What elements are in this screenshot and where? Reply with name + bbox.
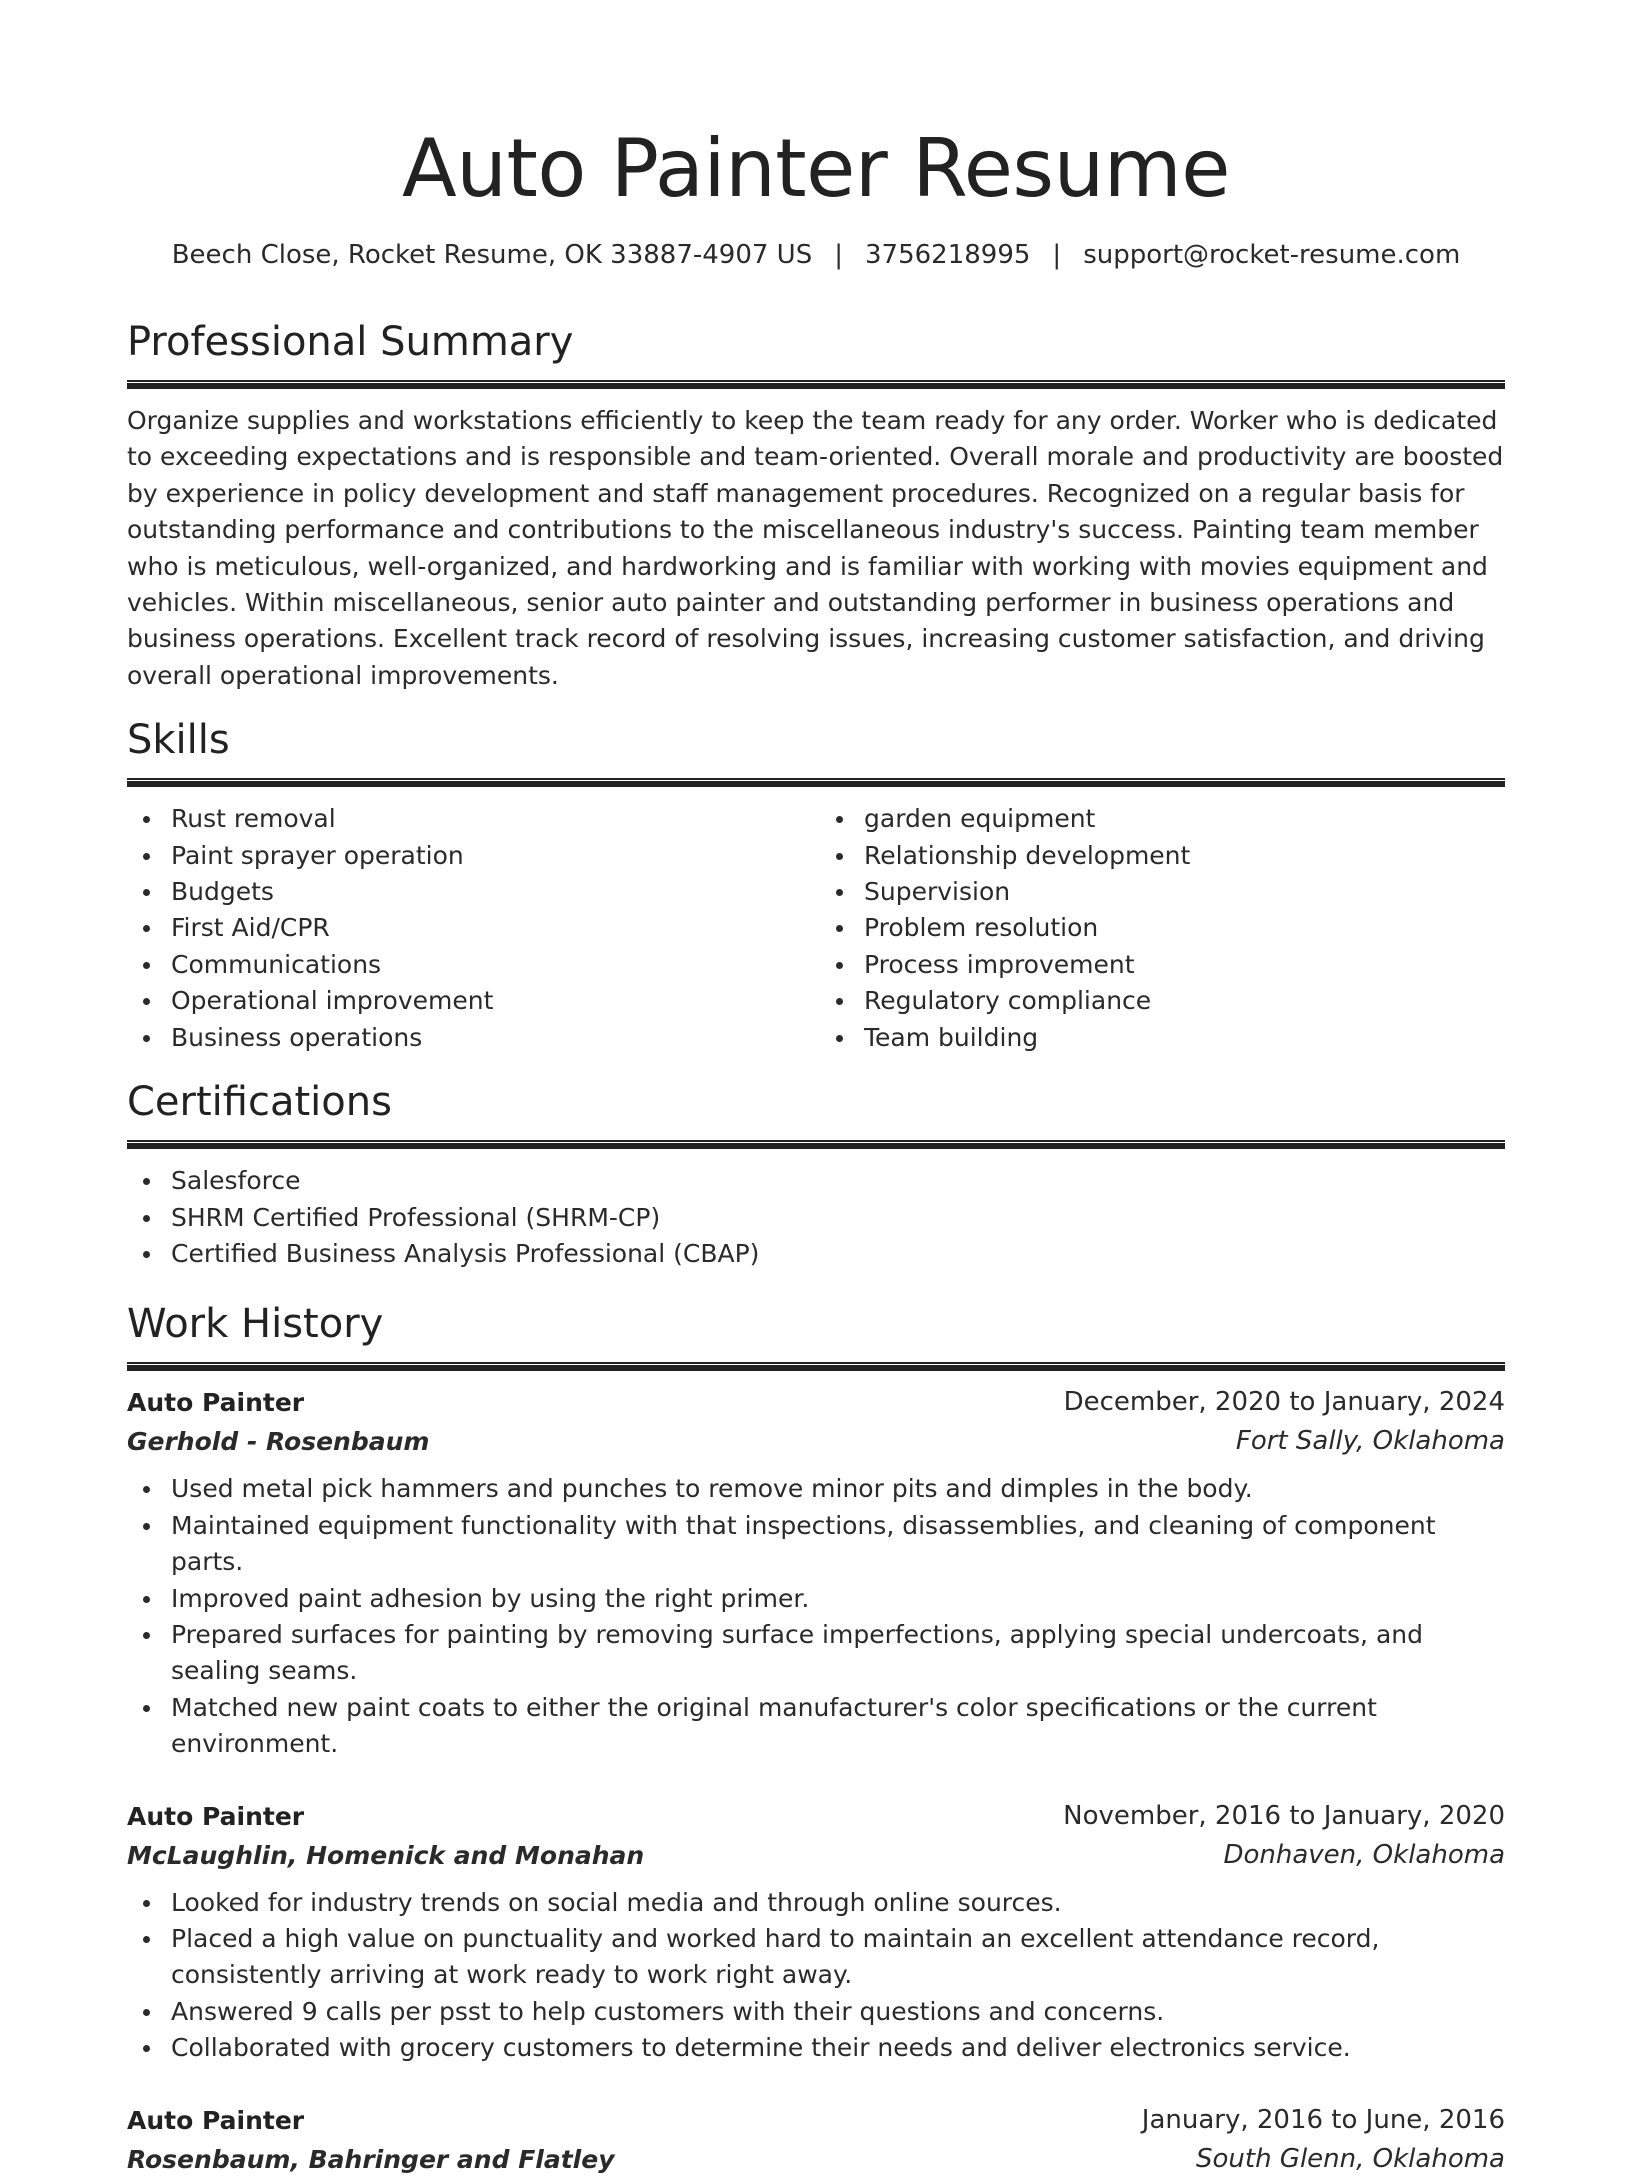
certification-item: SHRM Certified Professional (SHRM-CP)	[127, 1200, 1505, 1236]
job-duty: Looked for industry trends on social media and through online sources.	[127, 1885, 1505, 1921]
job-title: Auto Painter	[127, 1801, 305, 1831]
skill-item: Paint sprayer operation	[127, 838, 816, 874]
job-location: South Glenn, Oklahoma	[1195, 2143, 1505, 2174]
job-title: Auto Painter	[127, 1388, 305, 1418]
skill-item: Communications	[127, 947, 816, 983]
resume-title: Auto Painter Resume	[402, 122, 1230, 215]
section-divider	[127, 1140, 1505, 1149]
job-dates: January, 2016 to June, 2016	[1141, 2104, 1505, 2135]
job-company-row	[127, 2140, 1505, 2179]
job-dates: November, 2016 to January, 2020	[1063, 1800, 1505, 1831]
job-duty: Prepared surfaces for painting by removing surface imperfections, applying special undercoats, and sealing seams.	[127, 1617, 1505, 1690]
contact-line	[127, 238, 1505, 272]
job-location: Fort Sally, Oklahoma	[1235, 1426, 1505, 1457]
job-duty: Collaborated with grocery customers to determine their needs and deliver electronics service.	[127, 2030, 1505, 2066]
section-heading-certifications: Certifications	[127, 1079, 392, 1126]
skill-item: Team building	[820, 1020, 1505, 1056]
skill-item: First Aid/CPR	[127, 910, 816, 946]
job-company: Rosenbaum, Bahringer and Flatley	[127, 2144, 615, 2174]
skill-item: Relationship development	[820, 838, 1505, 874]
skill-item: Supervision	[820, 874, 1505, 910]
section-heading-work-history: Work History	[127, 1301, 384, 1348]
job-dates: December, 2020 to January, 2024	[1063, 1387, 1505, 1418]
summary-section	[127, 316, 1505, 694]
job-duties-list	[127, 1471, 1505, 1762]
job-location: Donhaven, Oklahoma	[1223, 1839, 1505, 1870]
job-header-row	[127, 1797, 1505, 1836]
skills-list-right	[816, 801, 1505, 1056]
contact-address: Beech Close, Rocket Resume, OK 33887-4907 US	[171, 240, 813, 270]
job-duty: Matched new paint coats to either the original manufacturer's color specifications or the current environment.	[127, 1690, 1505, 1763]
job-header-row	[127, 2101, 1505, 2140]
skill-item: Rust removal	[127, 801, 816, 837]
contact-email: support@rocket-resume.com	[1083, 240, 1461, 270]
contact-phone: 3756218995	[865, 240, 1031, 270]
section-divider	[127, 380, 1505, 389]
certification-item: Salesforce	[127, 1163, 1505, 1199]
job-entry	[127, 2101, 1505, 2179]
summary-text: Organize supplies and workstations efficiently to keep the team ready for any order. Worker who is dedicated to exceeding expectations and is responsible and team-oriented. Overall morale and productivity are boosted by experience in policy development and staff management procedures. Recognized on a regular basis for outstanding performance and contributions to the miscellaneous industry's success. Painting team member who is meticulous, well-organized, and hardworking and is familiar with working with movies equipment and vehicles. Within miscellaneous, senior auto painter and outstanding performer in business operations and business operations. Excellent track record of resolving issues, increasing customer satisfaction, and driving overall operational improvements.	[127, 406, 1504, 690]
work-history-section	[127, 1298, 1505, 2178]
skill-item: Regulatory compliance	[820, 983, 1505, 1019]
contact-separator: |	[1052, 240, 1062, 270]
skill-item: Operational improvement	[127, 983, 816, 1019]
skills-columns	[127, 801, 1505, 1056]
skill-item: garden equipment	[820, 801, 1505, 837]
contact-separator: |	[834, 240, 843, 270]
skill-item: Problem resolution	[820, 910, 1505, 946]
skills-section	[127, 714, 1505, 1056]
job-duty: Answered 9 calls per psst to help customers with their questions and concerns.	[127, 1994, 1505, 2030]
skill-item: Business operations	[127, 1020, 816, 1056]
job-entry	[127, 1383, 1505, 1762]
section-divider	[127, 778, 1505, 787]
section-heading-skills: Skills	[127, 717, 230, 764]
job-header-row	[127, 1383, 1505, 1422]
skill-item: Process improvement	[820, 947, 1505, 983]
section-heading-summary: Professional Summary	[127, 319, 574, 365]
job-entry	[127, 1797, 1505, 2067]
job-duty: Placed a high value on punctuality and worked hard to maintain an excellent attendance record, consistently arriving at work ready to work right away.	[127, 1921, 1505, 1994]
skill-item: Budgets	[127, 874, 816, 910]
certifications-list	[127, 1163, 1505, 1272]
section-divider	[127, 1362, 1505, 1371]
job-company: Gerhold - Rosenbaum	[127, 1427, 430, 1457]
job-duty: Used metal pick hammers and punches to remove minor pits and dimples in the body.	[127, 1471, 1505, 1507]
job-company: McLaughlin, Homenick and Monahan	[127, 1840, 645, 1870]
job-duties-list	[127, 1885, 1505, 2067]
job-duty: Improved paint adhesion by using the right primer.	[127, 1581, 1505, 1617]
certification-item: Certified Business Analysis Professional (CBAP)	[127, 1236, 1505, 1272]
job-title: Auto Painter	[127, 2105, 305, 2135]
skills-list-left	[127, 801, 816, 1056]
job-company-row	[127, 1836, 1505, 1875]
job-duty: Maintained equipment functionality with that inspections, disassemblies, and cleaning of component parts.	[127, 1508, 1505, 1581]
certifications-section	[127, 1076, 1505, 1272]
job-company-row	[127, 1422, 1505, 1461]
